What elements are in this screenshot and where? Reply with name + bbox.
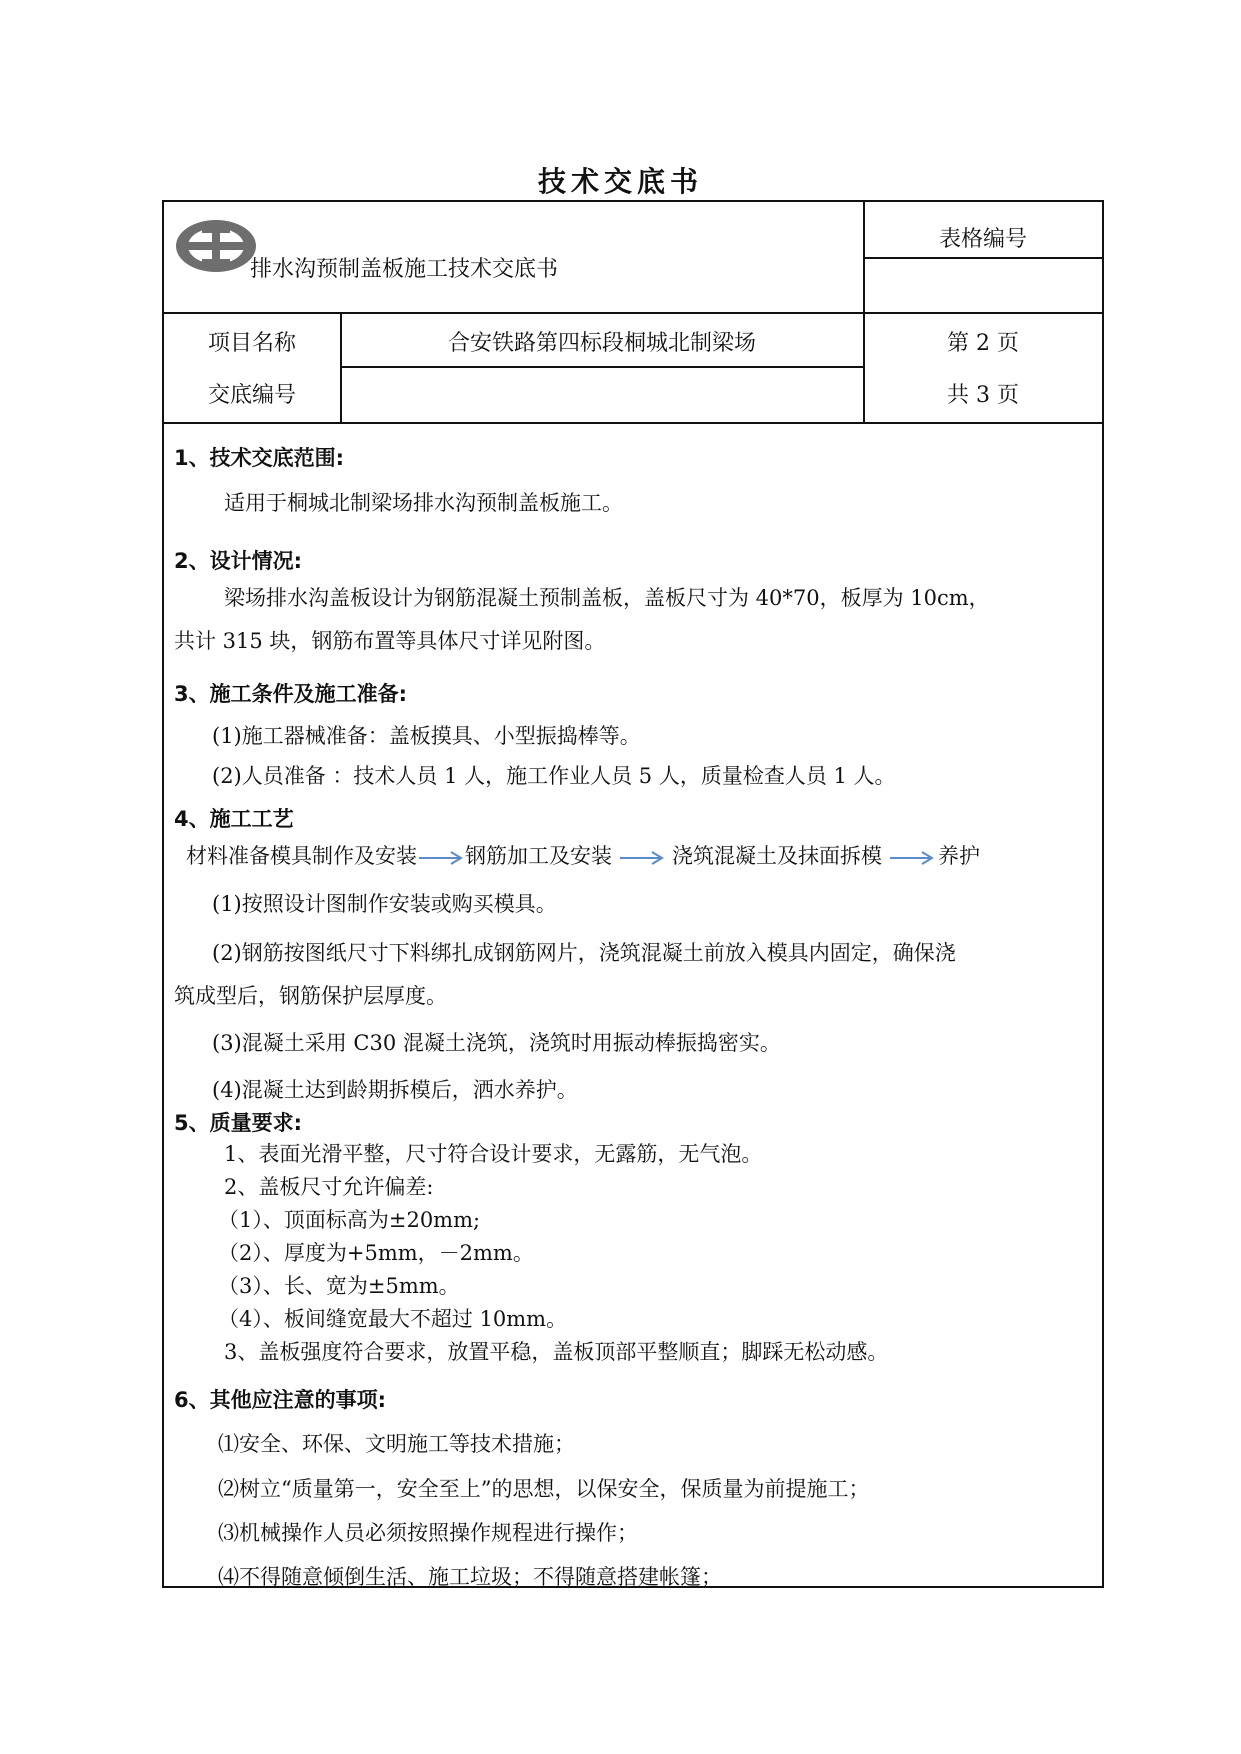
flow-step: 材料准备模具制作及安装 [186,844,417,868]
flow-step: 钢筋加工及安装 [465,844,612,868]
note-item: ⑶机械操作人员必须按照操作规程进行操作； [218,1521,638,1545]
quality-item: 1、表面光滑平整，尺寸符合设计要求，无露筋，无气泡。 [224,1142,763,1166]
flow-step: 养护 [938,844,980,868]
process-item: (1)按照设计图制作安装或购买模具。 [212,892,557,916]
divider [164,312,1102,314]
disclosure-number-label: 交底编号 [207,383,296,408]
section-notes-title: 6、其他应注意的事项: [174,1388,387,1412]
section-quality-title: 5、质量要求: [174,1111,303,1135]
project-name-label: 项目名称 [207,331,296,356]
arrow-right-icon [890,851,934,865]
scope-text: 适用于桐城北制梁场排水沟预制盖板施工。 [224,491,623,515]
process-item: (4)混凝土达到龄期拆模后，洒水养护。 [212,1078,578,1102]
divider [863,257,1102,259]
note-item: ⑷不得随意倾倒生活、施工垃圾；不得随意搭建帐篷； [218,1565,722,1589]
preparation-item: (1)施工器械准备：盖板摸具、小型振捣棒等。 [212,724,641,748]
process-item: (2)钢筋按图纸尺寸下料绑扎成钢筋网片，浇筑混凝土前放入模具内固定，确保浇 [212,941,956,965]
tolerance-item: （3）、长、宽为±5mm。 [218,1274,460,1298]
tolerance-item: （1）、顶面标高为±20mm; [218,1208,481,1232]
arrow-right-icon [419,851,463,865]
company-logo-icon [174,218,258,274]
document-title: 技术交底书 [537,165,703,198]
divider [164,422,1102,424]
arrow-right-icon [620,851,664,865]
section-scope-title: 1、技术交底范围: [174,446,345,470]
design-text-line-1: 梁场排水沟盖板设计为钢筋混凝土预制盖板，盖板尺寸为 40*70，板厚为 10cm， [224,586,990,610]
tolerance-item: （4）、板间缝宽最大不超过 10mm。 [218,1307,568,1331]
preparation-item: (2)人员准备 ：技术人员 1 人，施工作业人员 5 人，质量检查人员 1 人。 [212,764,896,788]
page-number: 第 2 页 [947,331,1019,356]
quality-item: 2、盖板尺寸允许偏差: [224,1175,434,1199]
section-process-title: 4、施工工艺 [174,807,294,831]
quality-item: 3、盖板强度符合要求，放置平稳，盖板顶部平整顺直；脚踩无松动感。 [224,1340,889,1364]
page-total: 共 3 页 [947,383,1019,408]
tolerance-item: （2）、厚度为+5mm，－2mm。 [218,1241,534,1265]
note-item: ⑵树立“质量第一，安全至上”的思想，以保安全，保质量为前提施工； [218,1477,870,1501]
section-preparation-title: 3、施工条件及施工准备: [174,682,408,706]
document-name: 排水沟预制盖板施工技术交底书 [250,257,559,282]
project-name-value: 合安铁路第四标段桐城北制梁场 [447,331,756,356]
note-item: ⑴安全、环保、文明施工等技术措施； [218,1432,575,1456]
process-flow [186,840,980,870]
section-design-title: 2、设计情况: [174,549,303,573]
process-item-continuation: 筑成型后，钢筋保护层厚度。 [174,984,447,1008]
process-item: (3)混凝土采用 C30 混凝土浇筑，浇筑时用振动棒振捣密实。 [212,1031,781,1055]
form-number-label: 表格编号 [938,227,1027,252]
disclosure-form [162,200,1104,1588]
divider [340,366,863,368]
design-text-line-2: 共计 315 块，钢筋布置等具体尺寸详见附图。 [174,629,606,653]
flow-step: 浇筑混凝土及抹面拆模 [672,844,882,868]
